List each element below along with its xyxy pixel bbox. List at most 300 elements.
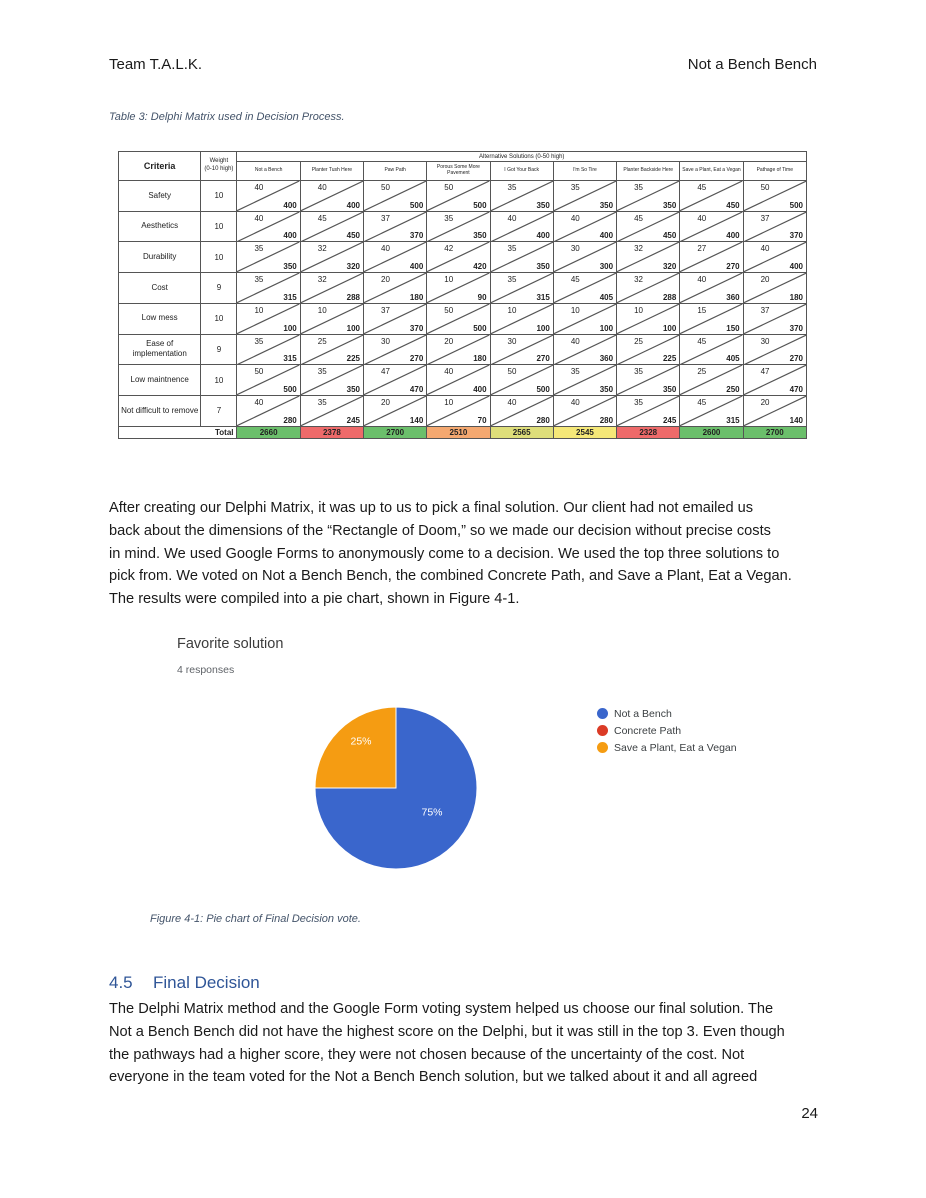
total-label: Total bbox=[201, 426, 237, 438]
score-cell bbox=[300, 273, 363, 304]
weight-cell: 9 bbox=[201, 334, 237, 365]
raw-score: 32 bbox=[634, 275, 643, 285]
total-cell: 2600 bbox=[680, 426, 743, 438]
paragraph-line: After creating our Delphi Matrix, it was up to us to pick a final solution. Our client had not emailed us bbox=[109, 500, 754, 516]
weighted-score: 315 bbox=[726, 415, 740, 425]
score-cell bbox=[427, 181, 490, 212]
score-cell bbox=[364, 395, 427, 426]
score-cell bbox=[680, 365, 743, 396]
raw-score: 45 bbox=[317, 213, 327, 223]
table-row bbox=[119, 334, 807, 365]
weighted-score: 350 bbox=[346, 384, 361, 394]
weighted-score: 350 bbox=[599, 384, 614, 394]
legend-label: Concrete Path bbox=[614, 724, 682, 737]
weighted-score: 500 bbox=[409, 200, 424, 210]
score-cell bbox=[617, 303, 680, 334]
score-cell bbox=[617, 365, 680, 396]
score-cell bbox=[743, 242, 806, 273]
body-paragraph-delphi bbox=[109, 497, 821, 611]
weighted-score: 350 bbox=[599, 200, 614, 210]
score-cell bbox=[617, 273, 680, 304]
weighted-score: 500 bbox=[473, 200, 487, 210]
raw-score: 20 bbox=[381, 397, 390, 407]
raw-score: 35 bbox=[634, 397, 643, 407]
chart-legend bbox=[597, 705, 737, 756]
score-cell bbox=[364, 334, 427, 365]
criterion-cell: Aesthetics bbox=[119, 211, 201, 242]
weighted-score: 180 bbox=[409, 292, 424, 302]
weighted-score: 300 bbox=[599, 262, 614, 272]
score-cell bbox=[237, 211, 300, 242]
score-cell bbox=[617, 334, 680, 365]
weighted-score: 245 bbox=[346, 415, 361, 425]
raw-score: 35 bbox=[254, 275, 264, 285]
weighted-score: 360 bbox=[726, 292, 740, 302]
weighted-score: 400 bbox=[473, 384, 487, 394]
score-cell bbox=[300, 334, 363, 365]
matrix-body bbox=[119, 181, 807, 439]
weight-cell: 10 bbox=[201, 181, 237, 212]
table-row bbox=[119, 395, 807, 426]
weighted-score: 350 bbox=[536, 262, 550, 272]
table-row bbox=[119, 303, 807, 334]
weighted-score: 450 bbox=[726, 200, 740, 210]
legend-dot bbox=[597, 725, 608, 736]
total-cell: 2378 bbox=[300, 426, 363, 438]
weighted-score: 280 bbox=[599, 415, 614, 425]
weighted-score: 270 bbox=[536, 354, 550, 364]
raw-score: 20 bbox=[381, 275, 390, 285]
pie-slice-label: 75% bbox=[421, 806, 443, 819]
chart-title: Favorite solution bbox=[177, 636, 284, 652]
legend-label: Save a Plant, Eat a Vegan bbox=[614, 741, 737, 754]
raw-score: 40 bbox=[507, 213, 517, 223]
raw-score: 45 bbox=[570, 275, 580, 285]
raw-score: 35 bbox=[317, 397, 327, 407]
criterion-cell: Cost bbox=[119, 273, 201, 304]
legend-item bbox=[597, 739, 737, 756]
weighted-score: 500 bbox=[473, 323, 487, 333]
raw-score: 35 bbox=[254, 336, 264, 346]
score-cell bbox=[300, 395, 363, 426]
score-cell bbox=[680, 211, 743, 242]
raw-score: 40 bbox=[254, 213, 264, 223]
total-cell: 2700 bbox=[743, 426, 806, 438]
raw-score: 45 bbox=[697, 183, 707, 192]
total-cell: 2700 bbox=[364, 426, 427, 438]
weighted-score: 280 bbox=[536, 415, 550, 425]
weighted-score: 100 bbox=[283, 323, 297, 333]
score-cell bbox=[553, 181, 616, 212]
raw-score: 40 bbox=[381, 244, 390, 254]
raw-score: 40 bbox=[570, 397, 580, 407]
weight-cell: 10 bbox=[201, 242, 237, 273]
weighted-score: 150 bbox=[726, 323, 740, 333]
weighted-score: 350 bbox=[662, 200, 677, 210]
solution-header: Planter Tush Here bbox=[300, 162, 363, 181]
weighted-score: 100 bbox=[662, 323, 677, 333]
raw-score: 35 bbox=[254, 244, 264, 254]
score-cell bbox=[680, 303, 743, 334]
score-cell bbox=[617, 242, 680, 273]
score-cell bbox=[743, 365, 806, 396]
raw-score: 30 bbox=[381, 336, 390, 346]
score-cell bbox=[237, 365, 300, 396]
score-cell bbox=[680, 395, 743, 426]
weighted-score: 70 bbox=[477, 415, 487, 425]
weighted-score: 450 bbox=[346, 231, 361, 241]
weighted-score: 315 bbox=[536, 292, 550, 302]
header-project-title: Not a Bench Bench bbox=[687, 56, 817, 73]
raw-score: 37 bbox=[381, 305, 390, 315]
raw-score: 37 bbox=[381, 213, 390, 223]
paragraph-line: everyone in the team voted for the Not a Bench Bench solution, but we talked about it and all agreed bbox=[109, 1069, 758, 1086]
score-cell bbox=[553, 242, 616, 273]
score-cell bbox=[364, 211, 427, 242]
legend-item bbox=[597, 722, 737, 739]
score-cell bbox=[743, 211, 806, 242]
score-cell bbox=[553, 334, 616, 365]
raw-score: 37 bbox=[760, 213, 770, 223]
pie-slice bbox=[315, 707, 396, 788]
weighted-score: 405 bbox=[726, 354, 740, 364]
raw-score: 32 bbox=[317, 244, 327, 254]
weighted-score: 100 bbox=[536, 323, 550, 333]
total-blank-cell bbox=[119, 426, 201, 438]
weighted-score: 288 bbox=[662, 292, 677, 302]
total-cell: 2565 bbox=[490, 426, 553, 438]
total-cell: 2510 bbox=[427, 426, 490, 438]
score-cell bbox=[743, 395, 806, 426]
raw-score: 27 bbox=[697, 244, 707, 254]
raw-score: 47 bbox=[381, 367, 390, 377]
criterion-cell: Low maintnence bbox=[119, 365, 201, 396]
score-cell bbox=[237, 303, 300, 334]
weighted-score: 370 bbox=[409, 231, 424, 241]
solution-header: I'm So Tire bbox=[553, 162, 616, 181]
weight-cell: 7 bbox=[201, 395, 237, 426]
score-cell bbox=[743, 334, 806, 365]
score-cell bbox=[680, 242, 743, 273]
raw-score: 10 bbox=[317, 305, 327, 315]
weighted-score: 400 bbox=[283, 200, 297, 210]
legend-dot bbox=[597, 708, 608, 719]
total-cell: 2660 bbox=[237, 426, 300, 438]
score-cell bbox=[490, 365, 553, 396]
score-cell bbox=[427, 211, 490, 242]
solution-header: Planter Backside Here bbox=[617, 162, 680, 181]
score-cell bbox=[553, 395, 616, 426]
raw-score: 50 bbox=[254, 367, 264, 377]
score-cell bbox=[300, 365, 363, 396]
weight-cell: 10 bbox=[201, 303, 237, 334]
score-cell bbox=[680, 181, 743, 212]
paragraph-line: in mind. We used Google Forms to anonymously come to a decision. We used the top three solutions to bbox=[109, 545, 780, 562]
score-cell bbox=[490, 242, 553, 273]
paragraph-line: pick from. We voted on Not a Bench Bench, the combined Concrete Path, and Save a Plant, Eat a Vegan. bbox=[109, 568, 792, 585]
table-row bbox=[119, 181, 807, 212]
score-cell bbox=[553, 303, 616, 334]
weighted-score: 450 bbox=[662, 231, 677, 241]
weighted-score: 400 bbox=[346, 200, 361, 210]
weighted-score: 400 bbox=[726, 231, 740, 241]
page-number: 24 bbox=[801, 1105, 818, 1122]
score-cell bbox=[427, 365, 490, 396]
raw-score: 25 bbox=[634, 336, 643, 346]
score-cell bbox=[364, 303, 427, 334]
score-cell bbox=[743, 181, 806, 212]
raw-score: 40 bbox=[444, 367, 454, 377]
raw-score: 25 bbox=[697, 367, 707, 377]
score-cell bbox=[617, 395, 680, 426]
total-cell: 2545 bbox=[553, 426, 616, 438]
weighted-score: 288 bbox=[346, 292, 361, 302]
weighted-score: 270 bbox=[726, 262, 740, 272]
score-cell bbox=[237, 181, 300, 212]
raw-score: 10 bbox=[507, 305, 517, 315]
raw-score: 20 bbox=[760, 397, 770, 407]
score-cell bbox=[364, 365, 427, 396]
weight-cell: 10 bbox=[201, 365, 237, 396]
alternatives-header: Alternative Solutions (0-50 high) bbox=[237, 152, 807, 162]
table-row bbox=[119, 211, 807, 242]
weighted-score: 405 bbox=[599, 292, 614, 302]
raw-score: 40 bbox=[760, 244, 770, 254]
raw-score: 35 bbox=[507, 183, 517, 192]
weighted-score: 500 bbox=[283, 384, 297, 394]
score-cell bbox=[490, 273, 553, 304]
raw-score: 15 bbox=[697, 305, 707, 315]
score-cell bbox=[300, 181, 363, 212]
table-row bbox=[119, 365, 807, 396]
solution-header: Pathage of Time bbox=[743, 162, 806, 181]
score-cell bbox=[237, 395, 300, 426]
score-cell bbox=[237, 273, 300, 304]
weighted-score: 100 bbox=[599, 323, 614, 333]
raw-score: 35 bbox=[317, 367, 327, 377]
score-cell bbox=[680, 273, 743, 304]
weighted-score: 90 bbox=[477, 292, 487, 302]
raw-score: 10 bbox=[570, 305, 580, 315]
weighted-score: 245 bbox=[662, 415, 677, 425]
criterion-cell: Ease of implementation bbox=[119, 334, 201, 365]
weighted-score: 270 bbox=[789, 354, 803, 364]
weighted-score: 100 bbox=[346, 323, 361, 333]
raw-score: 35 bbox=[634, 367, 643, 377]
legend-label: Not a Bench bbox=[614, 707, 672, 720]
weighted-score: 350 bbox=[662, 384, 677, 394]
score-cell bbox=[553, 273, 616, 304]
weighted-score: 280 bbox=[283, 415, 297, 425]
score-cell bbox=[300, 242, 363, 273]
raw-score: 32 bbox=[634, 244, 643, 254]
raw-score: 20 bbox=[760, 275, 770, 285]
raw-score: 25 bbox=[317, 336, 327, 346]
score-cell bbox=[490, 303, 553, 334]
raw-score: 10 bbox=[634, 305, 643, 315]
score-cell bbox=[364, 273, 427, 304]
raw-score: 20 bbox=[444, 336, 454, 346]
raw-score: 10 bbox=[444, 275, 454, 285]
raw-score: 40 bbox=[317, 183, 327, 192]
weighted-score: 360 bbox=[599, 354, 614, 364]
raw-score: 45 bbox=[697, 397, 707, 407]
weighted-score: 370 bbox=[409, 323, 424, 333]
score-cell bbox=[237, 334, 300, 365]
weighted-score: 270 bbox=[409, 354, 424, 364]
weighted-score: 420 bbox=[473, 262, 487, 272]
score-cell bbox=[617, 211, 680, 242]
weighted-score: 350 bbox=[536, 200, 550, 210]
raw-score: 50 bbox=[760, 183, 770, 192]
total-row bbox=[119, 426, 807, 438]
criterion-cell: Durability bbox=[119, 242, 201, 273]
criterion-cell: Safety bbox=[119, 181, 201, 212]
raw-score: 10 bbox=[444, 397, 454, 407]
table-row bbox=[119, 273, 807, 304]
weight-cell: 9 bbox=[201, 273, 237, 304]
raw-score: 35 bbox=[444, 213, 454, 223]
weighted-score: 180 bbox=[789, 292, 803, 302]
raw-score: 50 bbox=[507, 367, 517, 377]
weighted-score: 225 bbox=[346, 354, 361, 364]
solution-header: Not a Bench bbox=[237, 162, 300, 181]
solution-header: I Got Your Back bbox=[490, 162, 553, 181]
score-cell bbox=[427, 334, 490, 365]
raw-score: 30 bbox=[760, 336, 770, 346]
raw-score: 45 bbox=[697, 336, 707, 346]
section-heading bbox=[109, 973, 260, 993]
weight-header-title: Weight bbox=[209, 158, 229, 165]
weight-header-range: (0-10 high) bbox=[204, 166, 234, 172]
weighted-score: 225 bbox=[662, 354, 677, 364]
score-cell bbox=[427, 273, 490, 304]
raw-score: 40 bbox=[697, 275, 707, 285]
raw-score: 35 bbox=[507, 275, 517, 285]
weighted-score: 400 bbox=[409, 262, 424, 272]
raw-score: 40 bbox=[254, 183, 264, 192]
section-number: 4.5 bbox=[109, 973, 133, 992]
score-cell bbox=[680, 334, 743, 365]
raw-score: 40 bbox=[570, 336, 580, 346]
score-cell bbox=[490, 395, 553, 426]
paragraph-line: the pathways had a higher score, they were not chosen because of the uncertainty of the cost. Not bbox=[109, 1046, 745, 1063]
score-cell bbox=[237, 242, 300, 273]
weighted-score: 500 bbox=[536, 384, 550, 394]
weighted-score: 400 bbox=[536, 231, 550, 241]
weight-cell: 10 bbox=[201, 211, 237, 242]
raw-score: 30 bbox=[570, 244, 580, 254]
weighted-score: 315 bbox=[283, 292, 297, 302]
weighted-score: 180 bbox=[473, 354, 487, 364]
raw-score: 40 bbox=[570, 213, 580, 223]
table-caption: Table 3: Delphi Matrix used in Decision Process. bbox=[109, 111, 345, 123]
figure-caption: Figure 4-1: Pie chart of Final Decision vote. bbox=[150, 913, 361, 925]
weighted-score: 250 bbox=[726, 384, 740, 394]
paragraph-line: Not a Bench Bench did not have the highest score on the Delphi, but it was still in the top 3. Even though bbox=[109, 1023, 785, 1040]
weight-header bbox=[201, 152, 237, 181]
raw-score: 50 bbox=[444, 183, 454, 192]
score-cell bbox=[364, 242, 427, 273]
raw-score: 35 bbox=[570, 183, 580, 192]
weighted-score: 370 bbox=[789, 323, 803, 333]
raw-score: 32 bbox=[317, 275, 327, 285]
score-cell bbox=[490, 211, 553, 242]
delphi-matrix-table bbox=[118, 151, 807, 439]
raw-score: 35 bbox=[634, 183, 643, 192]
raw-score: 50 bbox=[381, 183, 390, 192]
score-cell bbox=[553, 211, 616, 242]
weighted-score: 140 bbox=[789, 415, 803, 425]
score-cell bbox=[364, 181, 427, 212]
weighted-score: 320 bbox=[346, 262, 361, 272]
solution-header: Save a Plant, Eat a Vegan bbox=[680, 162, 743, 181]
paragraph-line: back about the dimensions of the “Rectangle of Doom,” so we made our decision without precise costs bbox=[109, 522, 771, 539]
paragraph-line: The Delphi Matrix method and the Google Form voting system helped us choose our final solution. The bbox=[109, 1001, 774, 1017]
raw-score: 40 bbox=[697, 213, 707, 223]
criteria-header: Criteria bbox=[119, 152, 201, 181]
raw-score: 42 bbox=[444, 244, 454, 254]
raw-score: 40 bbox=[507, 397, 517, 407]
legend-item bbox=[597, 705, 737, 722]
score-cell bbox=[300, 303, 363, 334]
paragraph-line: The results were compiled into a pie chart, shown in Figure 4-1. bbox=[109, 591, 520, 608]
raw-score: 45 bbox=[634, 213, 643, 223]
weighted-score: 320 bbox=[662, 262, 677, 272]
score-cell bbox=[427, 395, 490, 426]
weighted-score: 400 bbox=[283, 231, 297, 241]
raw-score: 40 bbox=[254, 397, 264, 407]
legend-dot bbox=[597, 742, 608, 753]
weighted-score: 370 bbox=[789, 231, 803, 241]
score-cell bbox=[743, 273, 806, 304]
score-cell bbox=[427, 242, 490, 273]
weighted-score: 315 bbox=[283, 354, 297, 364]
raw-score: 10 bbox=[254, 305, 264, 315]
weighted-score: 470 bbox=[409, 384, 424, 394]
raw-score: 30 bbox=[507, 336, 517, 346]
total-cell: 2328 bbox=[617, 426, 680, 438]
chart-response-count: 4 responses bbox=[177, 664, 235, 676]
score-cell bbox=[617, 181, 680, 212]
weighted-score: 350 bbox=[283, 262, 297, 272]
body-paragraph-final-decision bbox=[109, 998, 821, 1089]
solution-header: Porous Some More Pavement bbox=[427, 162, 490, 181]
solution-header: Paw Path bbox=[364, 162, 427, 181]
raw-score: 50 bbox=[444, 305, 454, 315]
score-cell bbox=[427, 303, 490, 334]
score-cell bbox=[553, 365, 616, 396]
score-cell bbox=[490, 334, 553, 365]
criterion-cell: Low mess bbox=[119, 303, 201, 334]
section-title: Final Decision bbox=[153, 973, 260, 992]
raw-score: 37 bbox=[760, 305, 770, 315]
weighted-score: 470 bbox=[789, 384, 803, 394]
weighted-score: 140 bbox=[409, 415, 424, 425]
score-cell bbox=[300, 211, 363, 242]
score-cell bbox=[490, 181, 553, 212]
score-cell bbox=[743, 303, 806, 334]
header-team-name: Team T.A.L.K. bbox=[109, 56, 203, 73]
weighted-score: 400 bbox=[789, 262, 803, 272]
weighted-score: 350 bbox=[473, 231, 487, 241]
weighted-score: 400 bbox=[599, 231, 614, 241]
raw-score: 47 bbox=[760, 367, 770, 377]
table-row bbox=[119, 242, 807, 273]
raw-score: 35 bbox=[507, 244, 517, 254]
pie-slice-label: 25% bbox=[350, 735, 372, 748]
criterion-cell: Not difficult to remove bbox=[119, 395, 201, 426]
